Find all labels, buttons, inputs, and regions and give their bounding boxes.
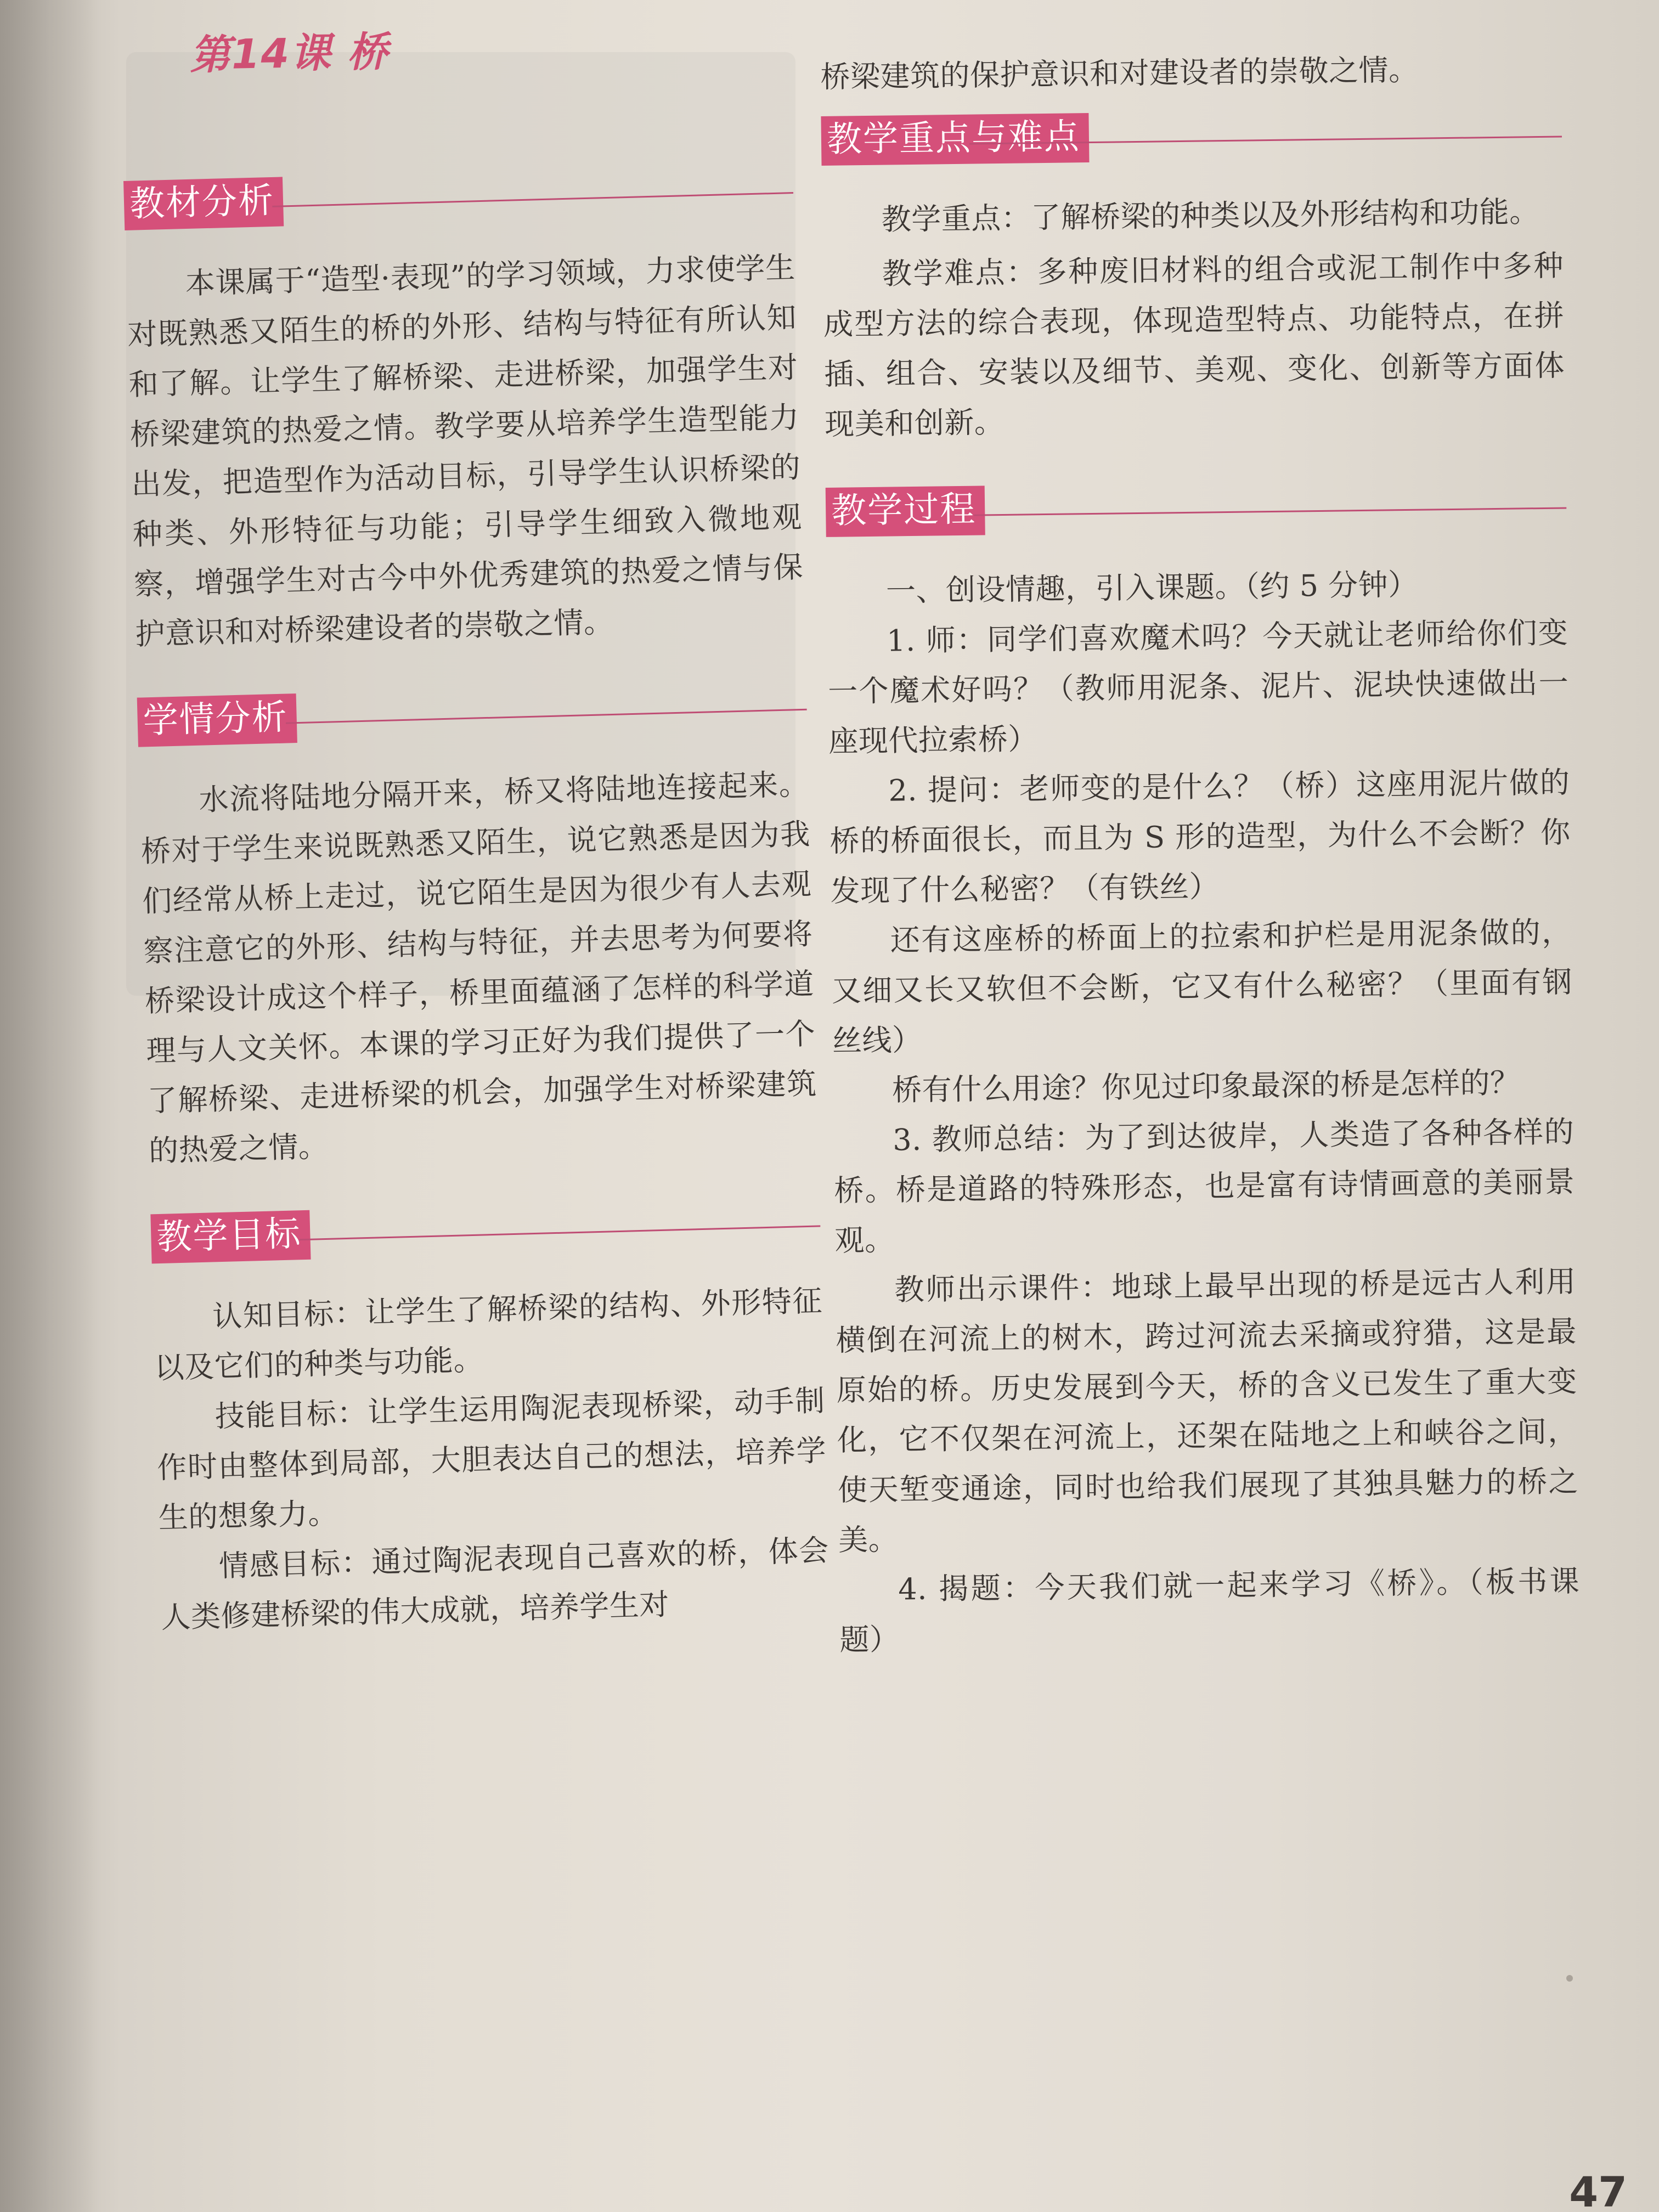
teaching-material-analysis-section [123,163,805,659]
page-mark [1566,1975,1573,1982]
section-heading [826,478,1567,538]
key-and-difficult-points-section [821,107,1565,449]
continued-paragraph: 桥梁建筑的保护意识和对建设者的崇敬之情。 [820,52,1419,94]
paragraph: 桥有什么用途？你见过印象最深的桥是怎样的？ [891,1065,1520,1108]
paragraph: 4. 揭题：今天我们就一起来学习《桥》。（板书课题） [839,1564,1580,1657]
teaching-objectives-section [150,1197,831,1643]
section-heading [821,107,1562,166]
paragraph: 教学重点：了解桥梁的种类以及外形结构和功能。 [881,194,1540,237]
paragraph: 教学难点：多种废旧材料的组合或泥工制作中多种成型方法的综合表现，体现造型特点、功能特点，在拼插、组合、安装以及细节、美观、变化、创新等方面体现美和创新。 [823,248,1565,442]
heading-rule [974,507,1566,516]
paragraph: 一、创设情趣，引入课题。（约 5 分钟） [885,567,1419,608]
student-analysis-section [137,680,819,1176]
paragraph: 1. 师：同学们喜欢魔术吗？今天就让老师给你们变一个魔术好吗？（教师用泥条、泥片、泥块快速做出一座现代拉索桥） [827,615,1569,759]
paragraph: 还有这座桥的桥面上的拉索和护栏是用泥条做的，又细又长又软但不会断，它又有什么秘密？（里面有钢丝线） [831,915,1573,1058]
paragraph: 本课属于“造型·表现”的学习领域，力求使学生对既熟悉又陌生的桥的外形、结构与特征有所认知和了解。让学生了解桥梁、走进桥梁，加强学生对桥梁建筑的热爱之情。教学要从培养学生造型能力出发，把造型作为活动目标，引导学生认识桥梁的种类、外形特征与功能；引导学生细致入微地观察，增强学生对古今中外优秀建筑的热爱之情与保护意识和对桥梁建设者的崇敬之情。 [127,250,804,652]
section-heading-label: 教学目标 [150,1210,311,1264]
page-number: 47 [1569,2168,1627,2212]
left-column [123,163,832,1681]
section-heading-label: 教材分析 [123,177,284,230]
paragraph: 技能目标：让学生运用陶泥表现桥梁，动手制作时由整体到局部，大胆表达自己的想法，培养学生的想象力。 [156,1383,827,1536]
right-column [820,43,1581,1703]
paragraph: 教师出示课件：地球上最早出现的桥是远古人利用横倒在河流上的树木，跨过河流去采摘或狩猎，这是最原始的桥。历史发展到今天，桥的含义已发生了重大变化，它不仅架在河流上，还架在陆地之上和峡谷之间，使天堑变通途，同时也给我们展现了其独具魅力的桥之美。 [836,1264,1579,1558]
section-heading [150,1197,821,1265]
book-spine-shadow [0,0,99,2212]
section-heading-label: 学情分析 [137,693,297,747]
heading-rule [300,1225,821,1240]
heading-rule [272,192,793,207]
heading-rule [286,709,807,724]
paragraph: 2. 提问：老师变的是什么？（桥）这座用泥片做的桥的桥面很长，而且为 S 形的造型，为什么不会断？你发现了什么秘密？（有铁丝） [830,765,1571,909]
paragraph: 情感目标：通过陶泥表现自己喜欢的桥，体会人类修建桥梁的伟大成就，培养学生对 [160,1533,830,1635]
paragraph: 认知目标：让学生了解桥梁的结构、外形特征以及它们的种类与功能。 [154,1283,823,1386]
teaching-process-section [826,478,1581,1664]
paragraph: 3. 教师总结：为了到达彼岸，人类造了各种各样的桥。桥是道路的特殊形态，也是富有诗情画意的美丽景观。 [833,1114,1575,1258]
lesson-title: 第14课 桥 [189,28,390,79]
paragraph: 水流将陆地分隔开来，桥又将陆地连接起来。桥对于学生来说既熟悉又陌生，说它熟悉是因为我们经常从桥上走过，说它陌生是因为很少有人去观察注意它的外形、结构与特征，并去思考为何要将桥梁设计成这个样子，桥里面蕴涵了怎样的科学道理与人文关怀。本课的学习正好为我们提供了一个了解桥梁、走进桥梁的机会，加强学生对桥梁建筑的热爱之情。 [140,766,817,1169]
section-heading-label: 教学过程 [826,486,985,537]
section-heading [137,680,808,748]
section-heading-label: 教学重点与难点 [821,113,1089,166]
